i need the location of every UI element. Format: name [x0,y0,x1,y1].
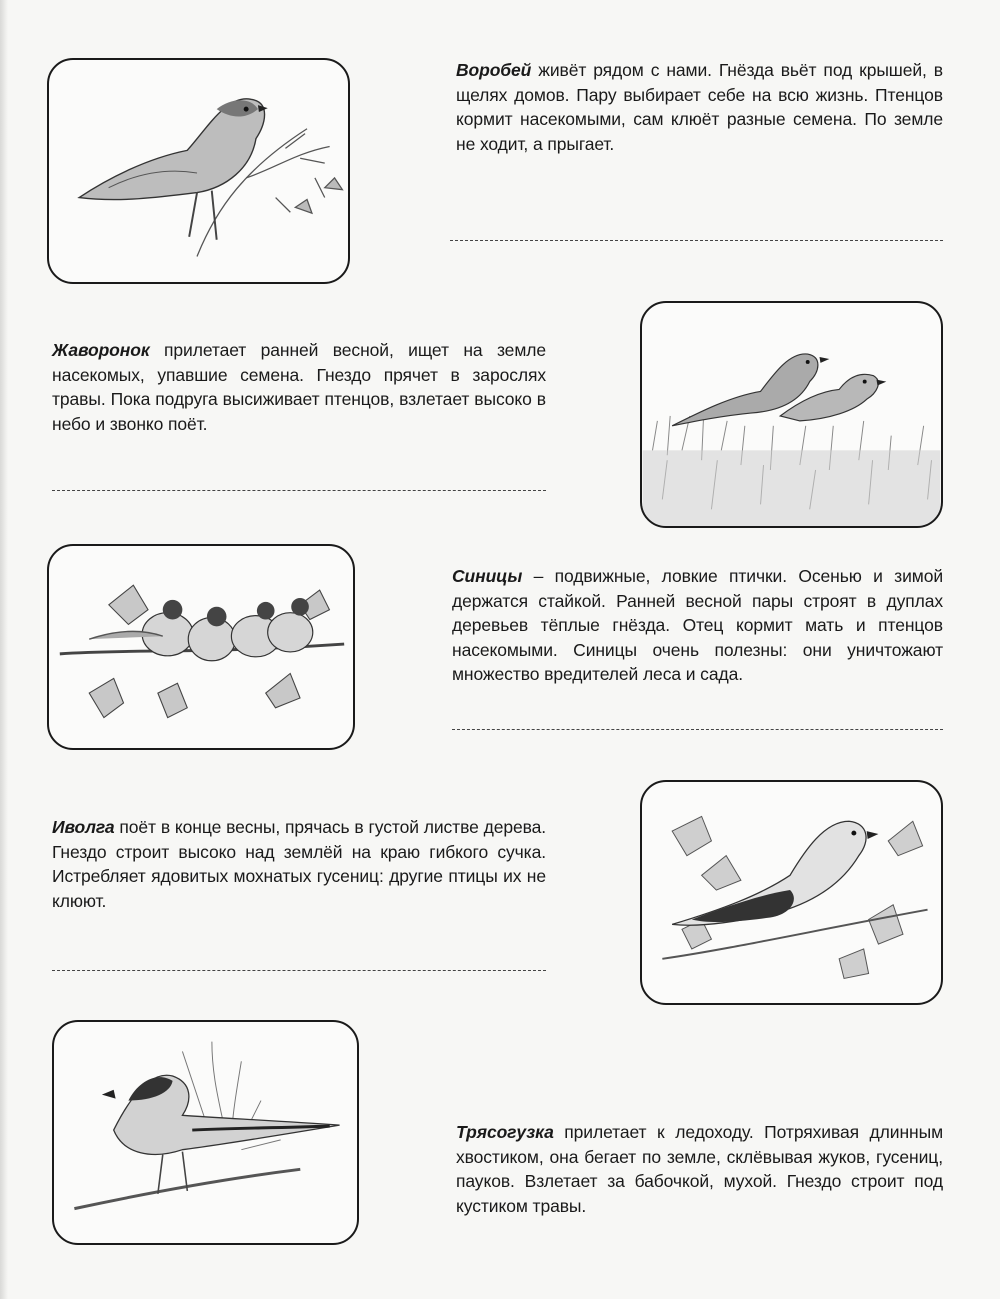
bird-description: прилетает к ледоходу. Потряхивая длинным хвостиком, она бегает по земле, склёвывая жуков, гусениц, пауков. Взлетает за бабочкой, мухой. Гнездо строит под кустиком травы. [456,1122,943,1216]
bird-name: Трясогузка [456,1122,554,1142]
entry-wagtail-text [456,1120,943,1218]
bird-name: Иволга [52,817,115,837]
bird-name: Воробей [456,60,532,80]
oriole-illustration [640,780,943,1005]
entry-tits-text [452,564,943,687]
answer-line [452,729,943,730]
sparrow-illustration [47,58,350,284]
bird-name: Синицы [452,566,523,586]
bird-description: живёт рядом с нами. Гнёзда вьёт под крышей, в щелях домов. Пару выбирает себе на всю жизнь. Птенцов кормит насекомыми, сам клюёт разные семена. По земле не ходит, а прыгает. [456,60,943,154]
answer-line [52,490,546,491]
bird-description: поёт в конце весны, прячась в густой листве дерева. Гнездо строит высоко над землёй на краю гибкого сучка. Истребляет ядовитых мохнатых гусениц: другие птицы их не клюют. [52,817,546,911]
wagtail-illustration [52,1020,359,1245]
answer-line [52,970,546,971]
answer-line [450,240,943,241]
bird-description: – подвижные, ловкие птички. Осенью и зимой держатся стайкой. Ранней весной пары строят в дуплах деревьев тёплые гнёзда. Отец кормит мать и птенцов насекомыми. Синицы очень полезны: они уничтожают множество вредителей леса и сада. [452,566,943,684]
entry-sparrow-text [456,58,943,156]
bird-description: прилетает ранней весной, ищет на земле насекомых, упавшие семена. Гнездо прячет в зарослях травы. Пока подруга высиживает птенцов, взлетает высоко в небо и звонко поёт. [52,340,546,434]
entry-lark-text [52,338,546,436]
tits-illustration [47,544,355,750]
entry-oriole-text [52,815,546,913]
bird-name: Жаворонок [52,340,150,360]
page-edge-shadow [0,0,8,1299]
lark-illustration [640,301,943,528]
